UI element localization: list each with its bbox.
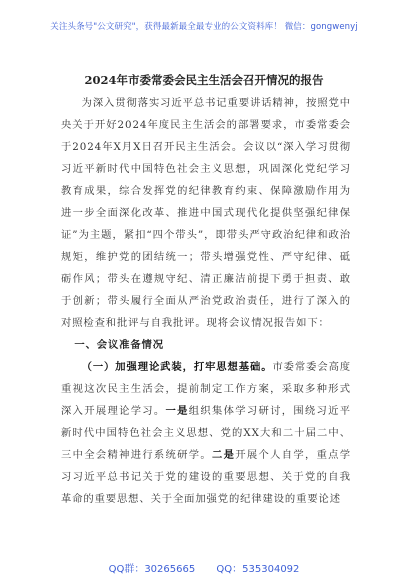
qq-group-text: QQ群：30265665 bbox=[108, 564, 196, 575]
section-heading-meeting-preparation: 一、会议准备情况 bbox=[74, 339, 164, 351]
subsection-theory-paragraph bbox=[61, 356, 351, 510]
header-banner: 关注头条号"公文研究"，获得最新最全最专业的公文资料库！ 微信：gongwenyj bbox=[50, 22, 358, 32]
point-lead-second: 二是 bbox=[212, 449, 236, 461]
subsection-heading-theory: （一）加强理论武装，打牢思想基础。 bbox=[81, 361, 273, 373]
document-body bbox=[61, 92, 351, 510]
document-title: 2024年市委常委会民主生活会召开情况的报告 bbox=[84, 73, 324, 87]
subsection-text: 市委常委会高度重视这次民主生活会，提前制定工作方案，采取多种形式深入开展理论学习。 bbox=[61, 361, 351, 417]
point-text-second: 开展个人自学，重点学习习近平总书记关于党的建设的重要思想、关于党的自我革命的重要思想、关于全面加强党的纪律建设的重要论述 bbox=[61, 449, 351, 505]
qq-text: QQ：535304092 bbox=[216, 564, 300, 575]
point-text-first: 组织集体学习研讨，围绕习近平新时代中国特色社会主义思想、党的XX大和二十届二中、三中全会精神进行系统研学。 bbox=[61, 405, 351, 461]
intro-paragraph: 为深入贯彻落实习近平总书记重要讲话精神，按照党中央关于开好2024年度民主生活会的部署要求，市委常委会于2024年X月X日召开民主生活会。会议以“深入学习贯彻习近平新时代中国特色社会主义思想，巩固深化党纪学习教育成果，综合发挥党的纪律教育约束、保障激励作用为进一步全面深化改革、推进中国式现代化提供坚强纪律保证”为主题，紧扣“四个带头”，即带头严守政治纪律和政治规矩，维护党的团结统一；带头增强党性、严守纪律、砥砺作风；带头在遵规守纪、清正廉洁前提下勇于担责、敢于创新；带头履行全面从严治党政治责任，进行了深入的对照检查和批评与自我批评。现将会议情况报告如下： bbox=[61, 97, 351, 329]
point-lead-first: 一是 bbox=[165, 405, 189, 417]
footer-contacts bbox=[0, 560, 408, 575]
